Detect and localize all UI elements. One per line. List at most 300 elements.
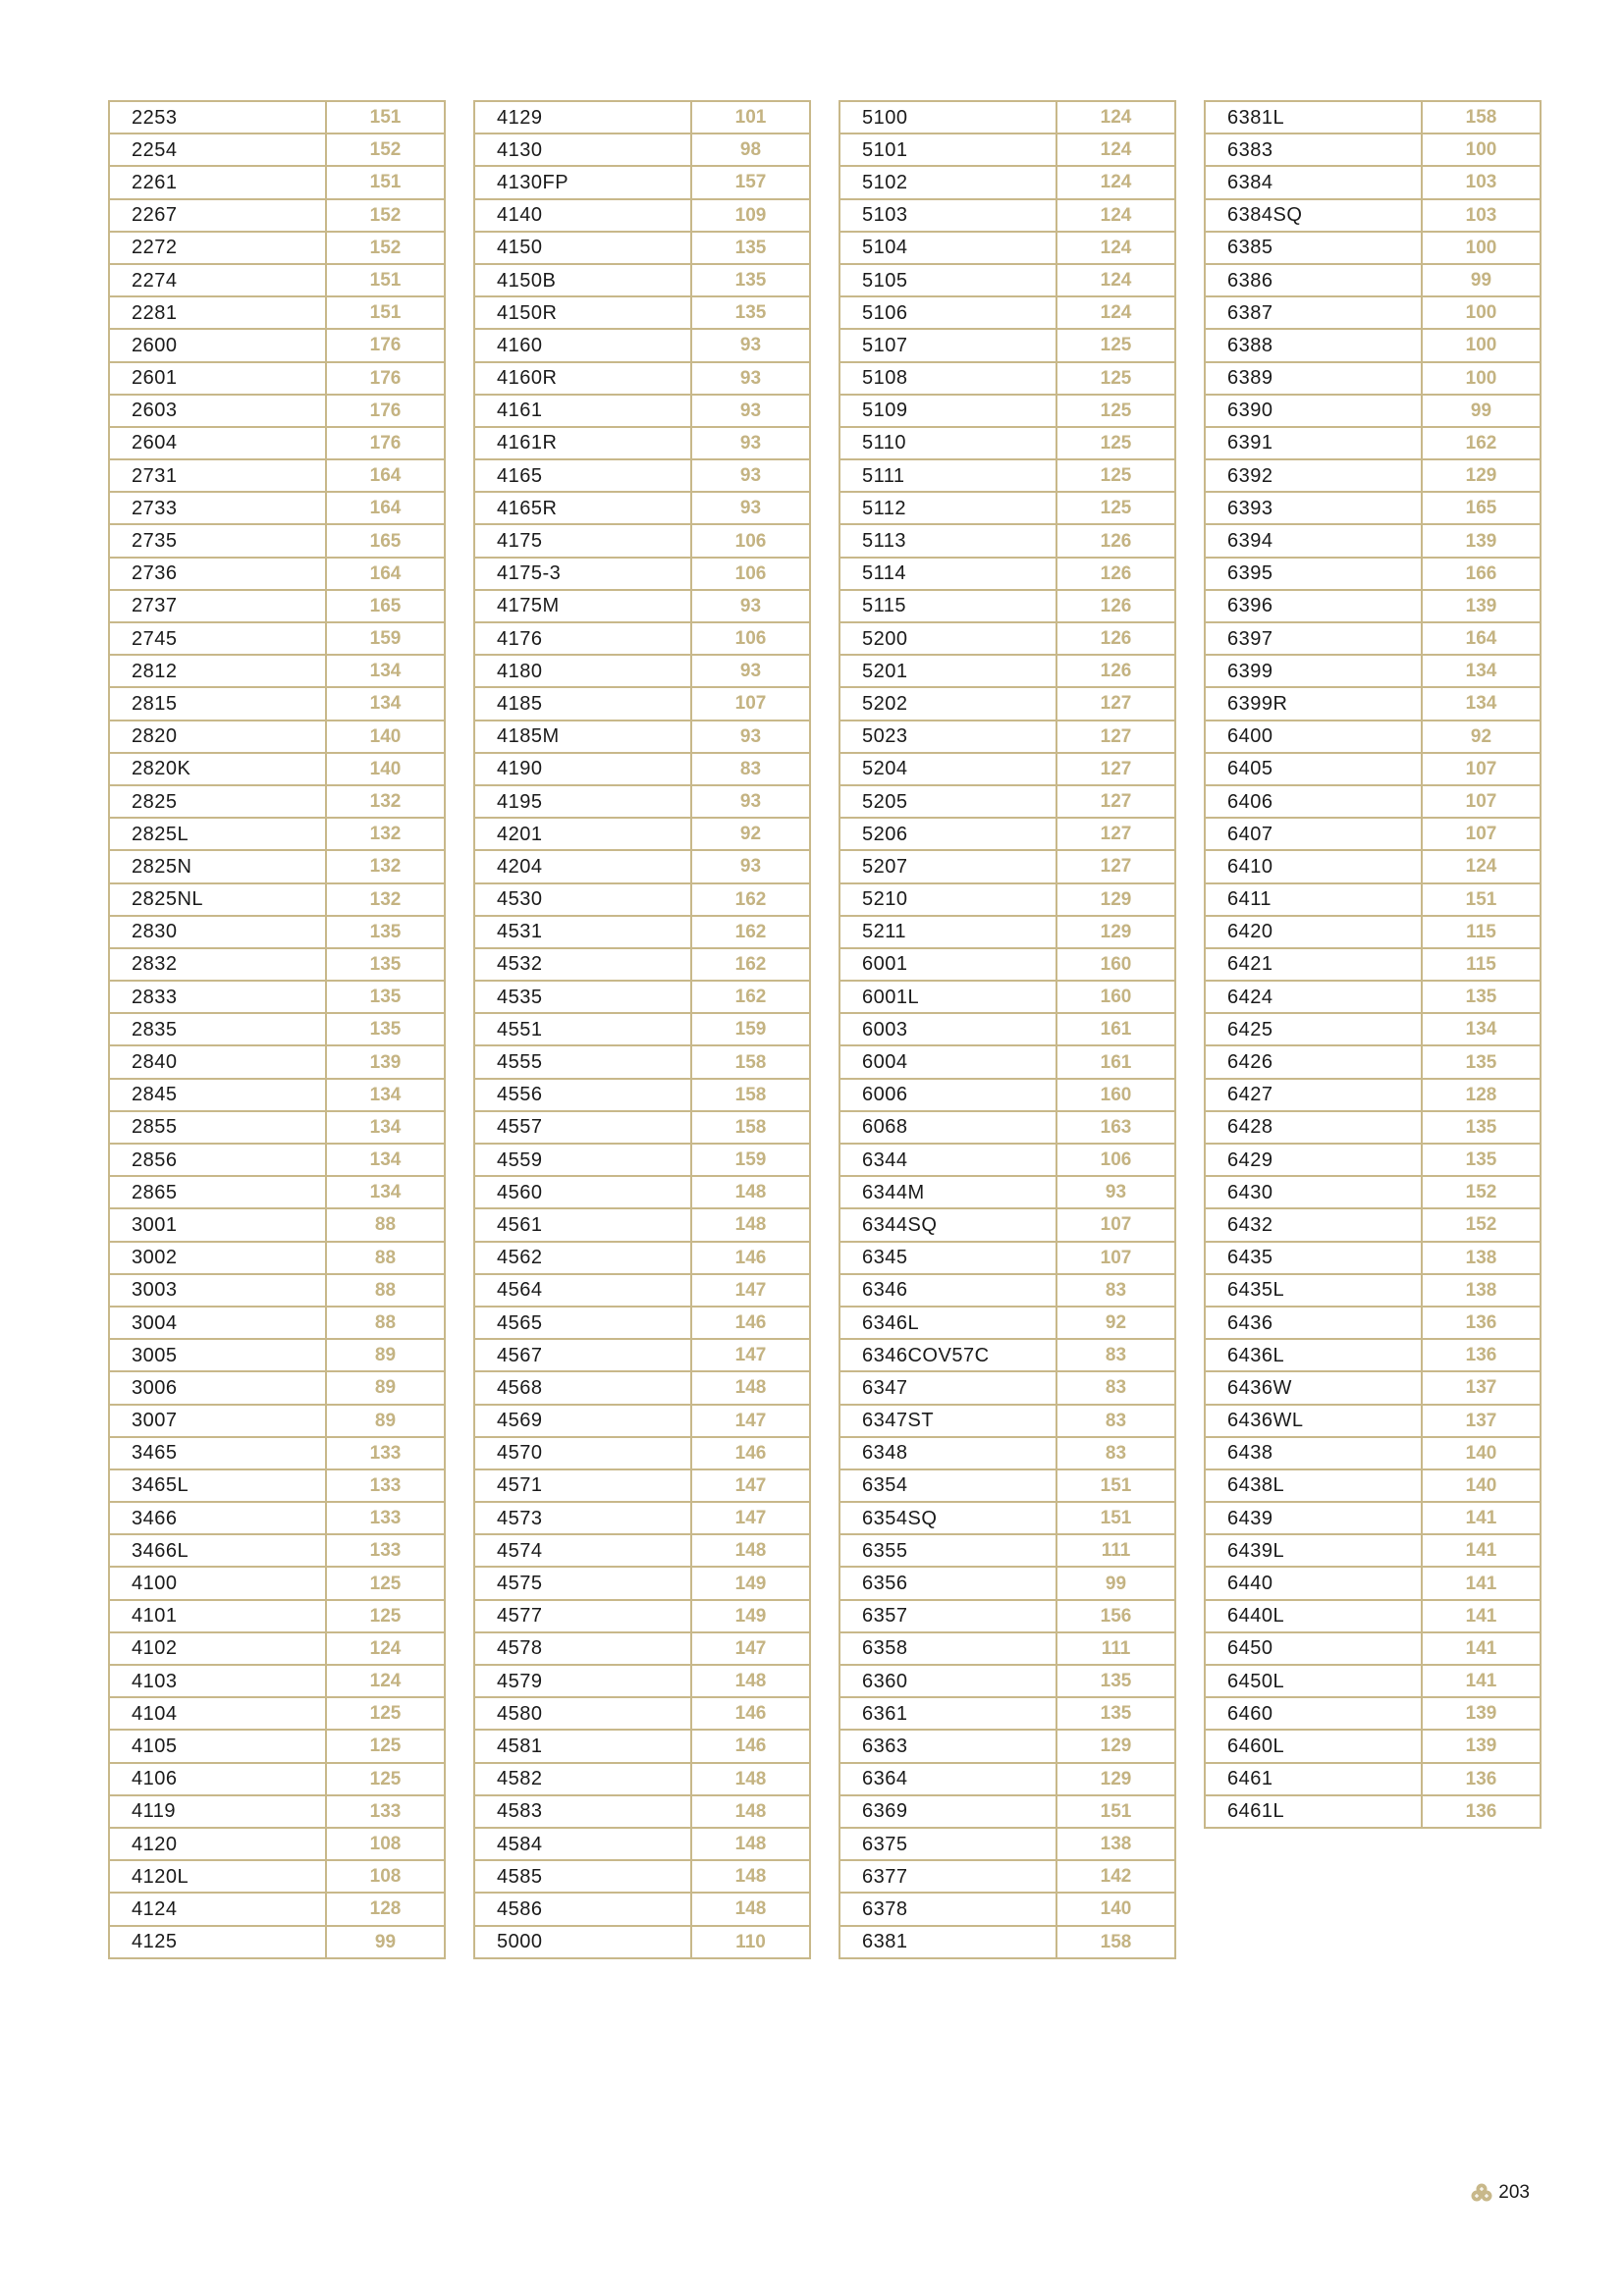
index-row	[474, 1242, 810, 1274]
page-reference: 148	[691, 1795, 810, 1828]
page-reference: 115	[1422, 948, 1541, 981]
product-code: 6390	[1205, 395, 1422, 427]
page-reference: 135	[691, 232, 810, 264]
index-row	[839, 1111, 1175, 1144]
index-row	[474, 524, 810, 557]
page-reference: 93	[691, 785, 810, 818]
index-row	[474, 1176, 810, 1208]
index-row	[1205, 1697, 1541, 1730]
index-row	[109, 948, 445, 981]
product-code: 4575	[474, 1567, 691, 1599]
page-reference: 135	[1422, 1144, 1541, 1176]
page-reference: 124	[1056, 264, 1175, 296]
product-code: 6436L	[1205, 1339, 1422, 1371]
page-reference: 141	[1422, 1665, 1541, 1697]
index-row	[839, 1307, 1175, 1339]
product-code: 6364	[839, 1763, 1056, 1795]
index-row	[1205, 1079, 1541, 1111]
index-row	[109, 1730, 445, 1762]
product-code: 5000	[474, 1926, 691, 1958]
page-reference: 146	[691, 1242, 810, 1274]
product-code: 2833	[109, 981, 326, 1013]
product-code: 6429	[1205, 1144, 1422, 1176]
product-code: 6438	[1205, 1437, 1422, 1469]
index-row	[109, 1079, 445, 1111]
product-code: 2735	[109, 524, 326, 557]
product-code: 2856	[109, 1144, 326, 1176]
product-code: 6383	[1205, 133, 1422, 166]
product-code: 5102	[839, 166, 1056, 198]
product-code: 5114	[839, 558, 1056, 590]
product-code: 6399	[1205, 655, 1422, 687]
page-reference: 99	[326, 1926, 445, 1958]
page-reference: 125	[1056, 492, 1175, 524]
page-reference: 160	[1056, 981, 1175, 1013]
product-code: 4577	[474, 1600, 691, 1632]
page-reference: 159	[691, 1013, 810, 1045]
product-code: 2825NL	[109, 883, 326, 916]
index-row	[109, 1893, 445, 1925]
product-code: 5109	[839, 395, 1056, 427]
index-row	[839, 1045, 1175, 1078]
index-row	[109, 558, 445, 590]
index-row	[109, 1632, 445, 1665]
page-footer	[1471, 2182, 1530, 2204]
page-reference: 99	[1422, 264, 1541, 296]
index-row	[474, 1795, 810, 1828]
index-row	[474, 883, 810, 916]
product-code: 4561	[474, 1208, 691, 1241]
index-row	[474, 1763, 810, 1795]
product-code: 2825L	[109, 818, 326, 850]
product-code: 5112	[839, 492, 1056, 524]
index-row	[1205, 1567, 1541, 1599]
product-code: 4571	[474, 1469, 691, 1502]
product-code: 5202	[839, 687, 1056, 720]
product-code: 6406	[1205, 785, 1422, 818]
product-code: 4100	[109, 1567, 326, 1599]
index-row	[109, 883, 445, 916]
page-reference: 132	[326, 818, 445, 850]
product-code: 6397	[1205, 622, 1422, 655]
page-reference: 149	[691, 1567, 810, 1599]
product-code: 3465L	[109, 1469, 326, 1502]
product-code: 4535	[474, 981, 691, 1013]
index-row	[474, 427, 810, 459]
product-code: 4160R	[474, 362, 691, 395]
index-row	[474, 622, 810, 655]
product-code: 3466L	[109, 1534, 326, 1567]
index-row	[1205, 1632, 1541, 1665]
product-code: 4120L	[109, 1860, 326, 1893]
index-row	[109, 101, 445, 133]
product-code: 6450	[1205, 1632, 1422, 1665]
page-reference: 125	[326, 1567, 445, 1599]
index-row	[474, 1144, 810, 1176]
index-row	[474, 1600, 810, 1632]
index-row	[1205, 850, 1541, 882]
page-reference: 93	[691, 427, 810, 459]
product-code: 3006	[109, 1371, 326, 1404]
product-code: 6377	[839, 1860, 1056, 1893]
index-row	[839, 1176, 1175, 1208]
product-code: 4585	[474, 1860, 691, 1893]
page-reference: 115	[1422, 916, 1541, 948]
index-row	[109, 1144, 445, 1176]
product-code: 4185	[474, 687, 691, 720]
index-row	[1205, 524, 1541, 557]
index-row	[474, 590, 810, 622]
index-row	[474, 1045, 810, 1078]
index-row	[474, 1893, 810, 1925]
product-code: 6346COV57C	[839, 1339, 1056, 1371]
index-row	[109, 1176, 445, 1208]
page-reference: 93	[691, 850, 810, 882]
page-reference: 151	[1422, 883, 1541, 916]
product-code: 4165R	[474, 492, 691, 524]
index-row	[839, 1502, 1175, 1534]
page-reference: 125	[1056, 459, 1175, 492]
index-columns	[108, 100, 1537, 1959]
page-reference: 166	[1422, 558, 1541, 590]
page-reference: 126	[1056, 590, 1175, 622]
page-reference: 135	[691, 264, 810, 296]
page-reference: 107	[1056, 1242, 1175, 1274]
page-reference: 99	[1056, 1567, 1175, 1599]
index-row	[839, 459, 1175, 492]
product-code: 6003	[839, 1013, 1056, 1045]
product-code: 6435	[1205, 1242, 1422, 1274]
product-code: 5107	[839, 329, 1056, 361]
page-reference: 92	[1422, 721, 1541, 753]
index-row	[474, 1208, 810, 1241]
page-reference: 127	[1056, 753, 1175, 785]
product-code: 6439	[1205, 1502, 1422, 1534]
page-reference: 93	[691, 590, 810, 622]
page-reference: 140	[1056, 1893, 1175, 1925]
index-row	[109, 427, 445, 459]
page-reference: 152	[326, 232, 445, 264]
index-row	[1205, 590, 1541, 622]
page-reference: 89	[326, 1371, 445, 1404]
index-row	[1205, 1242, 1541, 1274]
page-reference: 109	[691, 199, 810, 232]
index-table-body	[839, 101, 1175, 1958]
page-reference: 124	[326, 1632, 445, 1665]
page-reference: 128	[326, 1893, 445, 1925]
index-row	[839, 590, 1175, 622]
page-reference: 98	[691, 133, 810, 166]
index-row	[839, 622, 1175, 655]
page-reference: 83	[1056, 1339, 1175, 1371]
index-row	[1205, 948, 1541, 981]
product-code: 4564	[474, 1274, 691, 1307]
page-reference: 125	[326, 1697, 445, 1730]
index-row	[839, 1534, 1175, 1567]
page-reference: 88	[326, 1208, 445, 1241]
page-reference: 148	[691, 1893, 810, 1925]
page-reference: 92	[691, 818, 810, 850]
page-reference: 176	[326, 329, 445, 361]
page-reference: 148	[691, 1860, 810, 1893]
index-row	[474, 1371, 810, 1404]
product-code: 5205	[839, 785, 1056, 818]
index-row	[839, 296, 1175, 329]
index-row	[474, 753, 810, 785]
page-reference: 148	[691, 1763, 810, 1795]
page-reference: 152	[1422, 1176, 1541, 1208]
page-reference: 135	[326, 948, 445, 981]
clover-icon	[1471, 2183, 1492, 2203]
product-code: 6387	[1205, 296, 1422, 329]
index-row	[109, 1339, 445, 1371]
index-row	[1205, 1534, 1541, 1567]
product-code: 4175	[474, 524, 691, 557]
product-code: 2812	[109, 655, 326, 687]
index-row	[109, 753, 445, 785]
page-reference: 125	[1056, 427, 1175, 459]
product-code: 6348	[839, 1437, 1056, 1469]
product-code: 4586	[474, 1893, 691, 1925]
page-reference: 99	[1422, 395, 1541, 427]
page-reference: 137	[1422, 1371, 1541, 1404]
page-reference: 126	[1056, 622, 1175, 655]
page-reference: 124	[1056, 199, 1175, 232]
index-table-body	[109, 101, 445, 1958]
product-code: 4565	[474, 1307, 691, 1339]
page-reference: 132	[326, 883, 445, 916]
index-row	[474, 981, 810, 1013]
index-row	[109, 1600, 445, 1632]
page-reference: 93	[691, 329, 810, 361]
page-reference: 107	[1422, 753, 1541, 785]
index-row	[474, 1307, 810, 1339]
index-row	[1205, 1600, 1541, 1632]
index-row	[1205, 622, 1541, 655]
product-code: 5204	[839, 753, 1056, 785]
page-reference: 176	[326, 395, 445, 427]
product-code: 4104	[109, 1697, 326, 1730]
index-row	[1205, 1013, 1541, 1045]
product-code: 4573	[474, 1502, 691, 1534]
product-code: 6347ST	[839, 1405, 1056, 1437]
product-code: 4165	[474, 459, 691, 492]
product-code: 5101	[839, 133, 1056, 166]
index-row	[109, 655, 445, 687]
index-row	[474, 296, 810, 329]
page-reference: 176	[326, 362, 445, 395]
page-reference: 141	[1422, 1567, 1541, 1599]
index-row	[474, 166, 810, 198]
index-row	[474, 1339, 810, 1371]
page-reference: 134	[326, 1176, 445, 1208]
product-code: 6424	[1205, 981, 1422, 1013]
product-code: 6361	[839, 1697, 1056, 1730]
product-code: 2820K	[109, 753, 326, 785]
index-row	[839, 655, 1175, 687]
index-row	[109, 1013, 445, 1045]
page-reference: 127	[1056, 818, 1175, 850]
page-reference: 106	[691, 558, 810, 590]
product-code: 6425	[1205, 1013, 1422, 1045]
index-row	[839, 916, 1175, 948]
product-code: 4532	[474, 948, 691, 981]
index-row	[109, 133, 445, 166]
index-row	[109, 1274, 445, 1307]
index-row	[109, 1534, 445, 1567]
product-code: 3003	[109, 1274, 326, 1307]
page-reference: 103	[1422, 166, 1541, 198]
page-reference: 162	[1422, 427, 1541, 459]
product-code: 6436W	[1205, 1371, 1422, 1404]
index-row	[839, 818, 1175, 850]
index-row	[109, 721, 445, 753]
index-row	[1205, 753, 1541, 785]
product-code: 4150	[474, 232, 691, 264]
product-code: 6394	[1205, 524, 1422, 557]
page-reference: 110	[691, 1926, 810, 1958]
index-row	[474, 1502, 810, 1534]
product-code: 6346L	[839, 1307, 1056, 1339]
page-reference: 163	[1056, 1111, 1175, 1144]
product-code: 4130	[474, 133, 691, 166]
product-code: 5110	[839, 427, 1056, 459]
product-code: 6427	[1205, 1079, 1422, 1111]
index-row	[839, 981, 1175, 1013]
product-code: 2835	[109, 1013, 326, 1045]
page-reference: 135	[691, 296, 810, 329]
page-reference: 125	[1056, 395, 1175, 427]
page-reference: 151	[326, 264, 445, 296]
index-row	[1205, 1339, 1541, 1371]
product-code: 5108	[839, 362, 1056, 395]
page-reference: 83	[1056, 1437, 1175, 1469]
index-row	[1205, 362, 1541, 395]
index-row	[109, 232, 445, 264]
index-row	[474, 558, 810, 590]
page-reference: 146	[691, 1730, 810, 1762]
page-reference: 147	[691, 1632, 810, 1665]
index-row	[839, 687, 1175, 720]
page-reference: 148	[691, 1828, 810, 1860]
page-reference: 139	[326, 1045, 445, 1078]
product-code: 2745	[109, 622, 326, 655]
product-code: 2731	[109, 459, 326, 492]
page-reference: 138	[1422, 1274, 1541, 1307]
product-code: 6358	[839, 1632, 1056, 1665]
index-row	[474, 1697, 810, 1730]
index-table-4	[1204, 100, 1542, 1829]
index-row	[1205, 1763, 1541, 1795]
product-code: 6440	[1205, 1567, 1422, 1599]
index-row	[839, 1893, 1175, 1925]
index-row	[109, 395, 445, 427]
page-reference: 146	[691, 1697, 810, 1730]
page-reference: 133	[326, 1437, 445, 1469]
product-code: 2737	[109, 590, 326, 622]
page-reference: 148	[691, 1665, 810, 1697]
product-code: 4562	[474, 1242, 691, 1274]
product-code: 5210	[839, 883, 1056, 916]
product-code: 2815	[109, 687, 326, 720]
page-reference: 92	[1056, 1307, 1175, 1339]
page-reference: 139	[1422, 524, 1541, 557]
product-code: 6426	[1205, 1045, 1422, 1078]
page-reference: 126	[1056, 655, 1175, 687]
index-row	[474, 1730, 810, 1762]
product-code: 6389	[1205, 362, 1422, 395]
product-code: 4190	[474, 753, 691, 785]
index-row	[474, 1079, 810, 1111]
page-reference: 147	[691, 1274, 810, 1307]
page-reference: 164	[326, 558, 445, 590]
index-row	[474, 492, 810, 524]
product-code: 4102	[109, 1632, 326, 1665]
product-code: 6381	[839, 1926, 1056, 1958]
product-code: 2733	[109, 492, 326, 524]
product-code: 2600	[109, 329, 326, 361]
index-row	[839, 1600, 1175, 1632]
index-row	[1205, 883, 1541, 916]
page-reference: 134	[326, 1144, 445, 1176]
index-row	[474, 1274, 810, 1307]
page-reference: 88	[326, 1274, 445, 1307]
product-code: 2825	[109, 785, 326, 818]
product-code: 4570	[474, 1437, 691, 1469]
product-code: 6068	[839, 1111, 1056, 1144]
index-row	[474, 1111, 810, 1144]
page-reference: 134	[1422, 1013, 1541, 1045]
product-code: 4124	[109, 1893, 326, 1925]
index-row	[1205, 1144, 1541, 1176]
page-reference: 159	[326, 622, 445, 655]
page-reference: 139	[1422, 1730, 1541, 1762]
page-reference: 133	[326, 1795, 445, 1828]
product-code: 4106	[109, 1763, 326, 1795]
index-row	[109, 1045, 445, 1078]
product-code: 6006	[839, 1079, 1056, 1111]
page-reference: 134	[1422, 655, 1541, 687]
index-row	[109, 1307, 445, 1339]
product-code: 4556	[474, 1079, 691, 1111]
product-code: 4582	[474, 1763, 691, 1795]
page-reference: 127	[1056, 850, 1175, 882]
product-code: 6360	[839, 1665, 1056, 1697]
index-row	[109, 1469, 445, 1502]
product-code: 3007	[109, 1405, 326, 1437]
index-row	[1205, 1405, 1541, 1437]
product-code: 4583	[474, 1795, 691, 1828]
page-reference: 100	[1422, 296, 1541, 329]
page-reference: 158	[691, 1079, 810, 1111]
product-code: 2261	[109, 166, 326, 198]
page-reference: 160	[1056, 948, 1175, 981]
product-code: 6384	[1205, 166, 1422, 198]
index-row	[1205, 558, 1541, 590]
index-row	[839, 1208, 1175, 1241]
index-row	[474, 1860, 810, 1893]
product-code: 4574	[474, 1534, 691, 1567]
product-code: 4530	[474, 883, 691, 916]
page-reference: 100	[1422, 329, 1541, 361]
product-code: 4557	[474, 1111, 691, 1144]
product-code: 6399R	[1205, 687, 1422, 720]
product-code: 4531	[474, 916, 691, 948]
page-reference: 138	[1056, 1828, 1175, 1860]
page-reference: 124	[1056, 133, 1175, 166]
index-row	[1205, 1437, 1541, 1469]
page-reference: 135	[1056, 1665, 1175, 1697]
